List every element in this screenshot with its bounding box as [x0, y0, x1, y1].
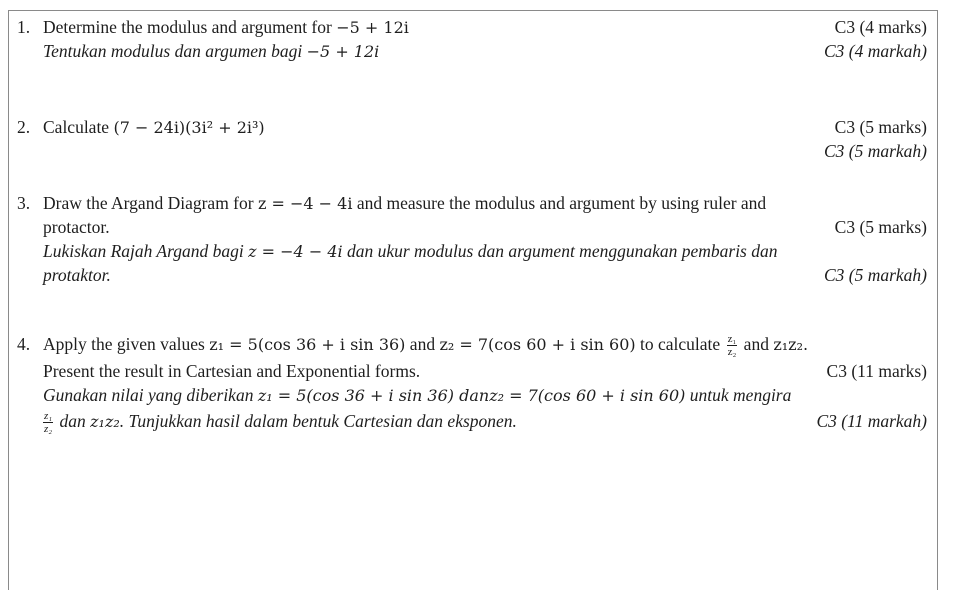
math-expression: (7 − 24i)(3i² + 2i³)	[113, 118, 265, 137]
question-text-en: Apply the given values	[43, 334, 210, 354]
question-number: 2.	[17, 117, 31, 137]
question-text-ms: Lukiskan Rajah Argand bagi	[43, 241, 249, 261]
question-text-ms: Gunakan nilai yang diberikan	[43, 385, 258, 405]
math-expression: z = −4 − 4i	[248, 242, 343, 261]
question-number: 1.	[17, 17, 31, 37]
question-text-en: Determine the modulus and argument for	[43, 17, 337, 37]
question-text-ms: untuk mengira	[685, 385, 792, 405]
math-expression: −5 + 12i	[306, 42, 380, 61]
question-text-ms: . Tunjukkan hasil dalam bentuk Cartesian dan eksponen.	[119, 411, 517, 431]
math-expression: z₁z₂.	[773, 335, 809, 354]
question-text-ms: protaktor.	[43, 265, 111, 285]
math-expression: z₁ = 5(cos 36 + i sin 36)	[257, 386, 455, 405]
question-text-en: Draw the Argand Diagram for	[43, 193, 258, 213]
question-3	[9, 191, 939, 287]
question-text-en: and measure the modulus and argument by using ruler and	[352, 193, 767, 213]
fraction-numerator: z₁	[727, 333, 737, 346]
fraction	[727, 333, 738, 358]
question-1	[9, 15, 939, 63]
question-text-en: Present the result in Cartesian and Exponential forms.	[43, 361, 421, 381]
marks-en: C3 (5 marks)	[834, 117, 927, 137]
question-text-en: protactor.	[43, 217, 110, 237]
math-expression: z₁z₂	[90, 412, 120, 431]
marks-en: C3 (11 marks)	[826, 361, 927, 381]
question-text-en: and	[739, 334, 774, 354]
question-text-ms: Tentukan modulus dan argumen bagi	[43, 41, 307, 61]
marks-en: C3 (5 marks)	[834, 217, 927, 237]
question-4	[9, 329, 939, 437]
question-text-en: Calculate	[43, 117, 114, 137]
math-expression: danz₂ = 7(cos 60 + i sin 60)	[454, 386, 686, 405]
question-text-ms: dan ukur modulus dan argument menggunakan pembaris dan	[342, 241, 778, 261]
fraction-denominator: z₂	[44, 423, 53, 436]
question-number: 4.	[17, 334, 31, 354]
math-expression: −5 + 12i	[336, 18, 409, 37]
marks-ms: C3 (5 markah)	[823, 265, 927, 285]
marks-en: C3 (4 marks)	[834, 17, 927, 37]
math-expression: z = −4 − 4i	[257, 194, 353, 213]
question-text-en: and	[405, 334, 440, 354]
math-expression: z₂ = 7(cos 60 + i sin 60)	[439, 335, 636, 354]
marks-ms: C3 (11 markah)	[816, 411, 927, 431]
question-text-ms: dan	[55, 411, 91, 431]
marks-ms: C3 (5 markah)	[823, 141, 927, 161]
math-expression: z₁ = 5(cos 36 + i sin 36)	[209, 335, 406, 354]
question-sheet	[8, 10, 938, 590]
fraction-denominator: z₂	[727, 346, 737, 359]
question-number: 3.	[17, 193, 31, 213]
question-2	[9, 115, 939, 163]
question-text-en: to calculate	[635, 334, 725, 354]
marks-ms: C3 (4 markah)	[823, 41, 927, 61]
fraction-numerator: z₁	[44, 410, 53, 423]
fraction	[43, 410, 53, 435]
